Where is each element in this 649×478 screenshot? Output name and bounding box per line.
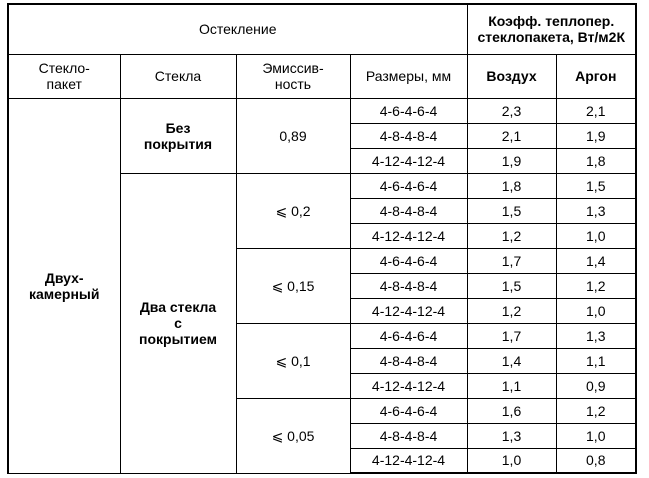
emissivity-cell: ⩽ 0,2 (236, 173, 350, 248)
glass-type-line2: покрытия (143, 135, 213, 152)
glass-type-line3: покрытием (139, 331, 217, 347)
argon-header: Аргон (556, 54, 636, 98)
size-cell: 4-8-4-8-4 (350, 123, 467, 148)
size-cell: 4-6-4-6-4 (350, 98, 467, 123)
size-cell: 4-12-4-12-4 (350, 298, 467, 323)
argon-value-cell: 1,2 (556, 398, 636, 423)
air-value-cell: 1,6 (467, 398, 556, 423)
size-cell: 4-12-4-12-4 (350, 223, 467, 248)
argon-value-cell: 1,4 (556, 248, 636, 273)
air-value-cell: 1,4 (467, 348, 556, 373)
air-value-cell: 1,7 (467, 323, 556, 348)
size-cell: 4-6-4-6-4 (350, 323, 467, 348)
size-cell: 4-8-4-8-4 (350, 198, 467, 223)
glass-type-line1: Два стекла (139, 299, 217, 315)
argon-value-cell: 2,1 (556, 98, 636, 123)
argon-value-cell: 1,8 (556, 148, 636, 173)
emissivity-cell: ⩽ 0,1 (236, 323, 350, 398)
coef-header-line1: Коэфф. теплопер. (488, 13, 615, 30)
emissivity-header (236, 54, 350, 98)
emissivity-cell: 0,89 (236, 98, 350, 173)
glass-type-cell (120, 173, 236, 473)
argon-value-cell: 1,9 (556, 123, 636, 148)
air-value-cell: 1,9 (467, 148, 556, 173)
air-value-cell: 2,1 (467, 123, 556, 148)
unit-type-cell (8, 98, 120, 473)
air-value-cell: 1,2 (467, 223, 556, 248)
air-value-cell: 1,1 (467, 373, 556, 398)
argon-value-cell: 1,5 (556, 173, 636, 198)
air-value-cell: 2,3 (467, 98, 556, 123)
argon-value-cell: 0,8 (556, 448, 636, 473)
glazing-header: Остекление (8, 4, 467, 54)
argon-value-cell: 1,2 (556, 273, 636, 298)
argon-value-cell: 1,1 (556, 348, 636, 373)
size-cell: 4-8-4-8-4 (350, 348, 467, 373)
argon-value-cell: 1,0 (556, 298, 636, 323)
sizes-header: Размеры, мм (350, 54, 467, 98)
air-value-cell: 1,5 (467, 198, 556, 223)
air-header: Воздух (467, 54, 556, 98)
size-cell: 4-12-4-12-4 (350, 373, 467, 398)
emissivity-header-line1: Эмиссив- (262, 60, 324, 76)
air-value-cell: 1,8 (467, 173, 556, 198)
unit-type-line2: камерный (28, 285, 100, 302)
air-value-cell: 1,7 (467, 248, 556, 273)
size-cell: 4-6-4-6-4 (350, 398, 467, 423)
size-cell: 4-6-4-6-4 (350, 173, 467, 198)
argon-value-cell: 0,9 (556, 373, 636, 398)
emissivity-cell: ⩽ 0,15 (236, 248, 350, 323)
size-cell: 4-12-4-12-4 (350, 448, 467, 473)
unit-header-line2: пакет (46, 76, 82, 92)
unit-type-line1: Двух- (44, 269, 84, 286)
argon-value-cell: 1,0 (556, 423, 636, 448)
air-value-cell: 1,3 (467, 423, 556, 448)
glass-type-cell (120, 98, 236, 173)
coef-header-line2: стеклопакета, Вт/м2К (477, 29, 625, 46)
glass-type-line2: с (174, 315, 182, 331)
emissivity-header-line2: ность (274, 76, 312, 92)
size-cell: 4-6-4-6-4 (350, 248, 467, 273)
air-value-cell: 1,5 (467, 273, 556, 298)
argon-value-cell: 1,3 (556, 198, 636, 223)
size-cell: 4-8-4-8-4 (350, 273, 467, 298)
unit-header (8, 54, 120, 98)
air-value-cell: 1,2 (467, 298, 556, 323)
air-value-cell: 1,0 (467, 448, 556, 473)
glazing-table (7, 3, 637, 474)
unit-header-line1: Стекло- (38, 60, 90, 76)
size-cell: 4-12-4-12-4 (350, 148, 467, 173)
size-cell: 4-8-4-8-4 (350, 423, 467, 448)
glass-header: Стекла (120, 54, 236, 98)
coef-header (467, 4, 636, 54)
glass-type-line1: Без (165, 119, 191, 136)
table-row (8, 98, 636, 123)
argon-value-cell: 1,3 (556, 323, 636, 348)
emissivity-cell: ⩽ 0,05 (236, 398, 350, 473)
argon-value-cell: 1,0 (556, 223, 636, 248)
